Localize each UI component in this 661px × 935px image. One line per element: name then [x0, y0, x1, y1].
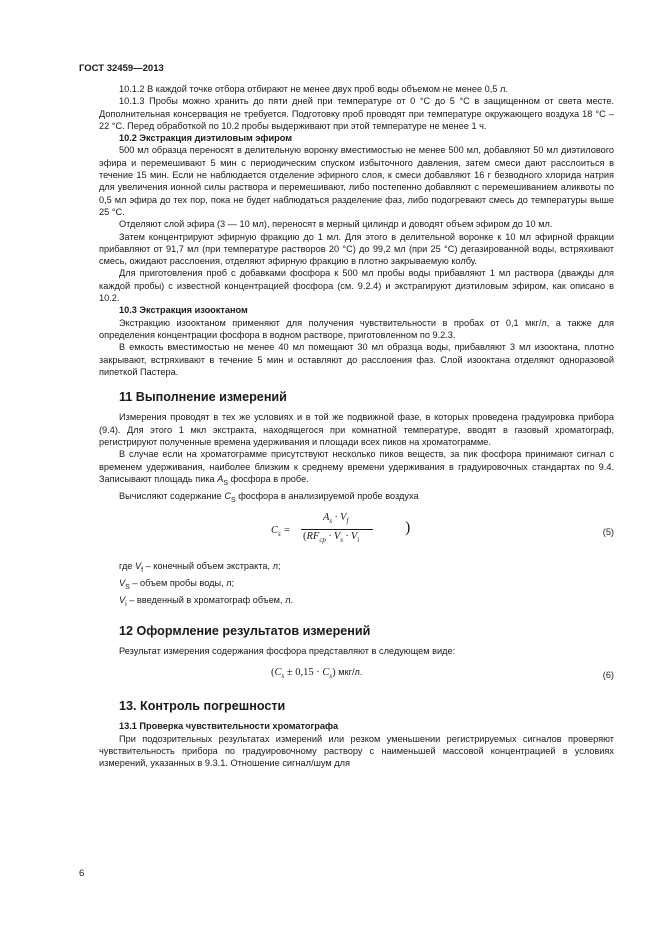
page-number: 6	[79, 868, 85, 879]
formula-5-number: (5)	[602, 527, 614, 538]
paragraph-11-c: Вычисляют содержание $C_S$ фосфора в анализируемой пробе воздуха	[119, 491, 419, 504]
paragraph-10-2-a: 500 мл образца переносят в делительную воронку вместимостью не менее 500 мл, добавляют 50 мл диэтилового эфира и перемешивают 5 мин с периодическим спуском избыточного давления, затем смеси дают расслоиться в течение 15 мин. Если не наблюдается отделение эфирного слоя, к смеси добавляют 16 г безводного хлорида натрия для увеличения ионной силы раствора и перемешивают, либо постепенно добавляют с перемешиванием аликвоты по 0,5 мл эфира до тех пор, пока не будет наблюдаться разделение фаз, либо подогревают смесь до температуры выше 25 °С.	[99, 145, 614, 217]
legend-vf: где $V_f$ – конечный объем экстракта, л;	[119, 561, 281, 574]
section-heading-11: 11 Выполнение измерений	[119, 390, 287, 405]
formula-6-expression: $(C_s \pm 0,15 \cdot C_s)$ мкг/л.	[271, 667, 363, 681]
page-content	[99, 83, 614, 770]
legend-vs: $V_S$ – объем пробы воды, л;	[119, 578, 235, 592]
formula-5: $C_s$ = $A_s \cdot V_f$ ($RF_{ср} \cdot V_s \cdot V_i$ ) (5)	[271, 512, 614, 545]
section-heading-13: 13. Контроль погрешности	[119, 699, 286, 714]
standard-header: ГОСТ 32459—2013	[79, 63, 164, 74]
paragraph-10-2-c: Затем концентрируют эфирную фракцию до 1 мл. Для этого в делительной воронке к 10 мл эфирной фракции прибавляют от 91,7 мл (при температуре растворов 20 °С) до 99,2 мл (при 25 °С) дегазированной воды, встряхивают смесь, ожидают расслоения, отделяют эфирную фракцию в плотно закрываемую колбу.	[99, 231, 614, 267]
paragraph-13-1: При подозрительных результатах измерений или резком уменьшении регистрируемых сигналов проверяют чувствительность прибора по градуировочному раствору с наименьшей массовой концентрацией в условиях измерений, указанных в 9.3.1. Отношение сигнал/шум для	[99, 733, 614, 769]
paragraph-10-2-d: Для приготовления проб с добавками фосфора к 500 мл пробы воды прибавляют 1 мл раствора (дважды для каждой пробы) с известной концентрацией фосфора (см. 9.2.4) и экстрагируют диэтиловым эфиром, как описано в 10.2.	[99, 268, 614, 304]
formula-5-close-paren: )	[405, 519, 411, 537]
paragraph-10-1-3: 10.1.3 Пробы можно хранить до пяти дней при температуре от 0 °С до 5 °С в защищенном от света месте. Дополнительная консервация не требуется. Подготовку проб проводят при температуре окружающего воздуха 18 °С – 22 °С. Перед обработкой по 10.2 пробы выдерживают при этой температуре не менее 1 ч.	[99, 96, 614, 131]
section-heading-10-3: 10.3 Экстракция изооктаном	[119, 305, 248, 316]
formula-6-number: (6)	[602, 670, 614, 681]
formula-5-legend	[99, 560, 614, 611]
legend-vi: $V_i$ – введенный в хроматограф объем, л.	[119, 595, 294, 609]
paragraph-10-1-2: 10.1.2 В каждой точке отбора отбирают не менее двух проб воды объемом не менее 0,5 л.	[119, 84, 508, 94]
paragraph-10-3-b: В емкость вместимостью не менее 40 мл помещают 30 мл образца воды, прибавляют 3 мл изооктана, плотно закрывают, встряхивают в течение 5 мин и оставляют до расслоения фаз. Слой изооктана отделяют одноразовой пипеткой Пастера.	[99, 342, 614, 377]
formula-6	[99, 665, 614, 687]
paragraph-12: Результат измерения содержания фосфора представляют в следующем виде:	[119, 645, 456, 656]
paragraph-10-2-b: Отделяют слой эфира (3 — 10 мл), переносят в мерный цилиндр и доводят объем эфиром до 10 мл.	[119, 219, 553, 230]
section-heading-12: 12 Оформление результатов измерений	[119, 623, 371, 638]
paragraph-11-a: Измерения проводят в тех же условиях и в той же подвижной фазе, в которых проведена градуировка прибора (9.4). Для этого 1 мкл экстракта, находящегося при комнатной температуре, вводят в газовый хроматограф, регистрируют полученные времена удерживания и площади всех пиков на хроматограмме.	[99, 412, 614, 448]
paragraph-10-3-a: Экстракцию изооктаном применяют для получения чувствительности в пробах от 0,1 мкг/л, а также для определения концентрации фосфора в водном растворе, приготовленном по 9.2.3.	[99, 317, 614, 340]
section-heading-13-1: 13.1 Проверка чувствительности хроматографа	[119, 721, 339, 732]
section-heading-10-2: 10.2 Экстракция диэтиловым эфиром	[119, 133, 292, 144]
paragraph-11-b: В случае если на хроматограмме присутствуют несколько пиков веществ, за пик фосфора принимают сигнал с временем удерживания, наиболее близким к среднему времени удерживания в градуировочных стандартах по 9.4. Записывают площадь пика $A_S$ фосфора в пробе.	[99, 449, 614, 487]
